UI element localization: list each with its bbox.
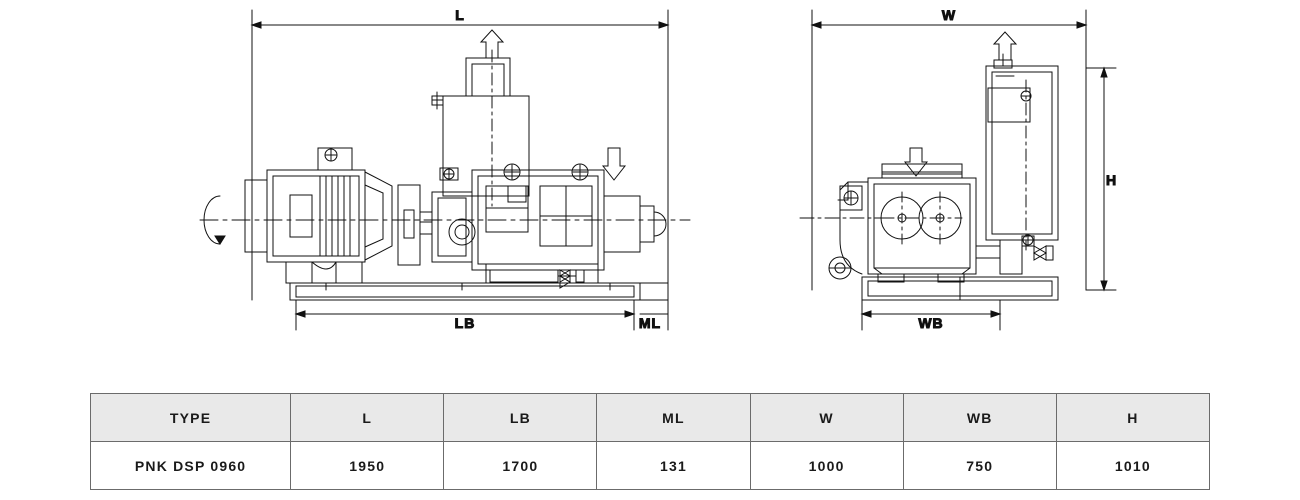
table-row	[91, 442, 1210, 490]
dimension-WB	[862, 300, 1000, 331]
inlet-arrow-down	[603, 148, 625, 180]
dimension-label-H: H	[1106, 172, 1118, 188]
pump-body-side	[326, 164, 666, 290]
pump-housing-front	[868, 148, 976, 282]
cell-w: 1000	[750, 442, 903, 490]
table-header-wb: WB	[903, 394, 1056, 442]
dimension-LB	[296, 300, 634, 331]
dimension-ML	[639, 300, 668, 331]
dimension-label-W: W	[941, 7, 957, 23]
base-plate-side	[290, 283, 668, 300]
cell-lb: 1700	[444, 442, 597, 490]
table-header-w: W	[750, 394, 903, 442]
cell-ml: 131	[597, 442, 750, 490]
cell-wb: 750	[903, 442, 1056, 490]
cell-l: 1950	[291, 442, 444, 490]
base-plate-front	[862, 277, 1058, 300]
dimension-H	[1086, 68, 1117, 290]
motor-side-view	[204, 148, 392, 283]
cell-h: 1010	[1056, 442, 1209, 490]
coupling-assembly	[398, 185, 475, 265]
dimension-label-LB: LB	[454, 315, 476, 331]
dimension-W	[812, 7, 1086, 290]
table-header-type: TYPE	[91, 394, 291, 442]
table-header-lb: LB	[444, 394, 597, 442]
table-header-l: L	[291, 394, 444, 442]
table-header-h: H	[1056, 394, 1209, 442]
dimension-label-ML: ML	[638, 315, 662, 331]
cell-type: PNK DSP 0960	[91, 442, 291, 490]
silencer-side	[432, 30, 625, 206]
dimension-label-L: L	[455, 7, 465, 23]
table-header-row	[91, 394, 1210, 442]
table-header-ml: ML	[597, 394, 750, 442]
silencer-front	[976, 32, 1058, 274]
dimension-label-WB: WB	[918, 315, 944, 331]
specification-table	[90, 393, 1210, 490]
